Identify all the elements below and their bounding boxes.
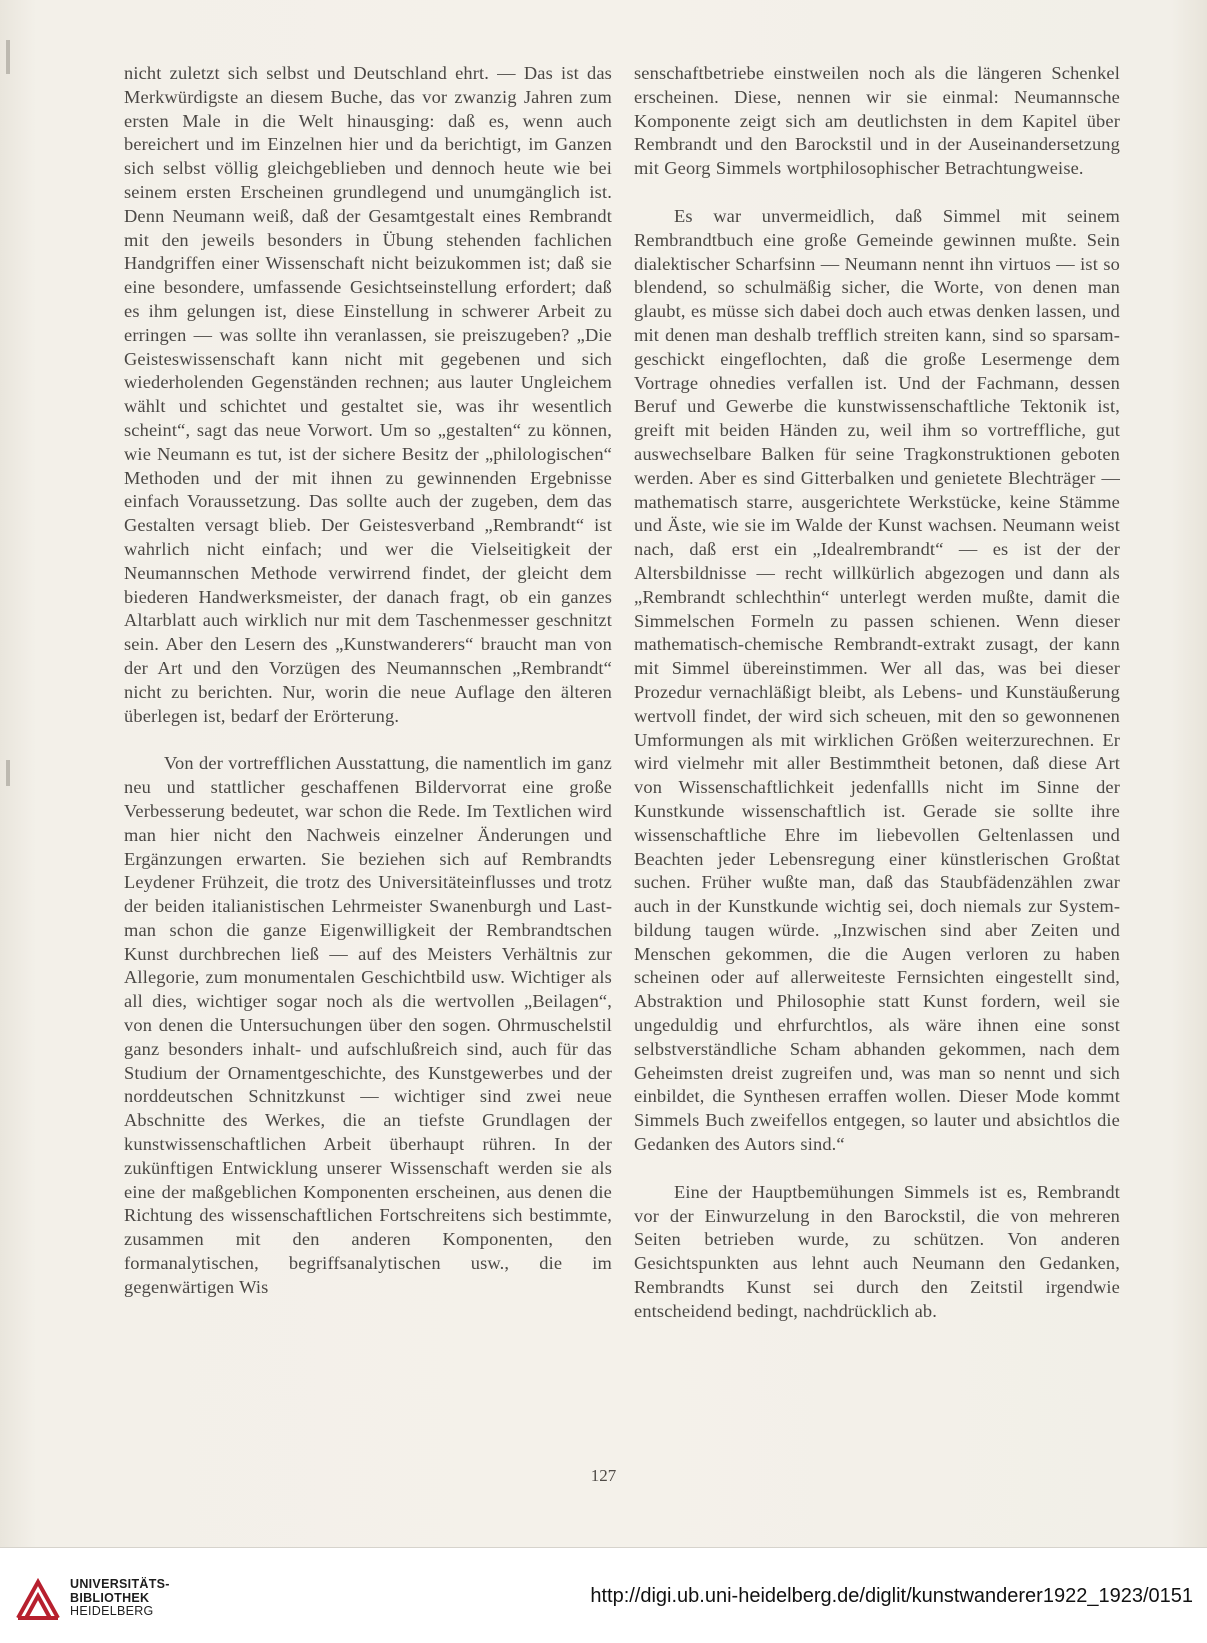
right-paragraph-2: Es war unvermeidlich, daß Simmel mit seinem Rembrandtbuch eine große Gemeinde gewinnen mußte. Sein dialektischer Scharfsinn — Neumann nennt ihn virtuos — ist so blendend, so schulmäßig sicher, die Worte, von denen man glaubt, es müsse sich dabei doch auch etwas denken lassen, und mit denen man deshalb trefflich streiten kann, sind so sparsam-geschickt eingeflochten, daß die große Lesermenge dem Vortrage ohnedies verfallen ist. Und der Fachmann, dessen Beruf und Gewerbe die kunstwissenschaftliche Tektonik ist, greift mit beiden Händen zu, weil ihm so vortreffliche, gut auswechselbare Balken für seine Tragkonstruktionen geboten werden. Aber es sind Gitterbalken und genietete Blechträger — mathematisch starre, ausgerichtete Werkstücke, keine Stämme und Äste, wie sie im Walde der Kunst wachsen. Neumann weist nach, daß erst ein „Idealrembrandt“ — es ist der der Altersbildnisse — recht willkürlich abgezogen und dann als „Rembrandt schlechthin“ unterlegt werden mußte, damit die Simmelschen Formeln zu passen schienen. Wenn dieser mathematisch-chemische Rembrandt-extrakt zusagt, der kann mit Simmel übereinstimmen. Wer all das, was bei dieser Prozedur vernachläßigt bleibt, als Lebens- und Kunstäußerung wertvoll findet, der wird sich scheuen, mit den so gewonnenen Umformungen als mit wirklichen Größen weiterzurechnen. Er wird vielmehr mit aller Bestimmtheit betonen, daß diese Art von Wissenschaftlichkeit jedenfallls nicht im Sinne der Kunstkunde wissenschaftlich ist. Gerade sie sollte ihre wissenschaftliche Ehre im liebevollen Geltenlassen und Beachten jeder Lebensregung einer künstlerischen Großtat suchen. Früher wußte man, daß das Staubfädenzählen zwar auch in der Kunstkunde wichtig sei, doch niemals zur Systembildung taugen würde. „Inzwischen sind aber Zeiten und Menschen gekommen, die die Augen verloren zu haben scheinen oder auf allerweiteste Fernsichten eingestellt sind, Abstraktion und Philosophie statt Kunst fordern, weil sie ungeduldig und ehrfurchtlos, als wäre ihnen eine sonst selbstverständliche Scham abhanden gekommen, nach dem Geheimsten dreist zugreifen und, was man so nennt und sich einbildet, die Synthesen erraffen wollen. Dieser Mode kommt Simmels Buch zweifellos entgegen, so lauter und absichtlos die Gedanken des Autors sind.“ bbox=[634, 205, 1120, 1155]
page-edge-mark bbox=[6, 40, 10, 74]
left-paragraph-1: nicht zuletzt sich selbst und Deutschland ehrt. — Das ist das Merkwürdigste an diesem Buche, das vor zwanzig Jahren zum ersten Male in die Welt hinausging: daß es, wenn auch bereichert und im Einzelnen hier und da berichtigt, im Ganzen sich selbst völlig gleichgeblieben und dennoch heute wie bei seinem ersten Erscheinen grundlegend und unumgänglich ist. Denn Neumann weiß, daß der Gesamtgestalt eines Rembrandt mit den jeweils besonders in Übung stehenden fachlichen Handgriffen einer Wissenschaft nicht beizukommen ist; daß sie eine besondere, umfassende Gesichtseinstellung erfordert; daß es ihm gelungen ist, diese Einstellung in schwerer Arbeit zu erringen — was sollte ihn veranlassen, sie preiszugeben? „Die Geisteswissenschaft kann nicht mit gegebenen und sich wiederholenden Gegenständen rechnen; aus lauter Ungleichem wählt und schichtet und gestaltet sie, was ihr wesentlich scheint“, sagt das neue Vorwort. Um so „gestalten“ zu können, wie Neumann es tut, ist der sichere Besitz der „philologischen“ Methoden und der mit ihnen zu gewinnenden Ergebnisse einfach Voraussetzung. Das sollte auch der zugeben, dem das Gestalten versagt blieb. Der Geistesverband „Rembrandt“ ist wahrlich nicht einfach; und wer die Vielseitigkeit der Neumannschen Methode verwirrend findet, der gleicht dem biederen Handwerksmeister, der danach fragt, ob ein ganzes Altarblatt auch wirklich nur mit dem Taschenmesser geschnitzt sein. Aber den Lesern des „Kunstwanderers“ braucht man von der Art und den Vorzügen des Neumannschen „Rembrandt“ nicht zu berichten. Nur, worin die neue Auflage den älteren überlegen ist, bedarf der Erörterung. bbox=[124, 63, 612, 726]
institution-name bbox=[70, 1578, 170, 1619]
institution-line-2: BIBLIOTHEK bbox=[70, 1590, 150, 1605]
institution-line-3: HEIDELBERG bbox=[70, 1604, 154, 1618]
left-column bbox=[124, 62, 612, 1300]
right-paragraph-1: senschaftbetriebe einstweilen noch als die längeren Schenkel erscheinen. Diese, nennen wir sie einmal: Neumannsche Komponente zeigt sich am deutlichsten in dem Kapitel über Rembrandt und den Barockstil und in der Auseinandersetzung mit Georg Simmels wortphilosophischer Betrachtungweise. bbox=[634, 63, 1120, 179]
right-column bbox=[634, 62, 1120, 1324]
institution-line-1: UNIVERSITÄTS- bbox=[70, 1577, 170, 1591]
page-number: 127 bbox=[590, 1466, 617, 1485]
permalink-url[interactable]: http://digi.ub.uni-heidelberg.de/diglit/kunstwanderer1922_1923/0151 bbox=[590, 1585, 1193, 1607]
viewer-footer bbox=[0, 1547, 1207, 1643]
university-library-logo-icon bbox=[12, 1572, 64, 1624]
right-paragraph-3: Eine der Hauptbemühungen Simmels ist es, Rembrandt vor der Einwurzelung in den Barockstil, die von mehreren Seiten betrieben wurde, zu schützen. Von anderen Gesichtspunkten aus lehnt auch Neumann den Gedanken, Rembrandts Kunst sei durch den Zeitstil irgendwie entscheidend bedingt, nachdrücklich ab. bbox=[634, 1181, 1120, 1321]
left-paragraph-2: Von der vortrefflichen Ausstattung, die namentlich im ganz neu und stattlicher geschaffenen Bildervorrat eine große Verbesserung bedeutet, war schon die Rede. Im Textlichen wird man hier nicht den Nachweis einzelner Änderungen und Ergänzungen erwarten. Sie beziehen sich auf Rembrandts Leydener Frühzeit, die trotz des Universitäteinflusses und trotz der beiden italianistischen Lehrmeister Swanenburgh und Lastman schon die ganze Eigenwilligkeit der Rembrandtschen Kunst durchbrechen ließ — auf des Meisters Verhältnis zur Allegorie, zum monumentalen Geschichtbild usw. Wichtiger als all dies, wichtiger sogar noch als die wertvollen „Beilagen“, von denen die Untersuchungen über den sogen. Ohrmuschelstil ganz besonders inhalt- und aufschlußreich sind, auch für das Studium der Ornamentgeschichte, des Kunstgewerbes und der norddeutschen Schnitzkunst — wichtiger sind zwei neue Abschnitte des Werkes, die an tiefste Grundlagen der kunstwissenschaftlichen Arbeit überhaupt rühren. In der zukünftigen Entwicklung unserer Wissenschaft werden sie als eine der maßgeblichen Komponenten erscheinen, aus denen die Richtung des wissenschaftlichen Fortschreitens sich bestimmte, zusammen mit den anderen Komponenten, den formanalytischen, begriffsanalytischen usw., die im gegenwärtigen Wis bbox=[124, 753, 612, 1297]
page-edge-mark bbox=[6, 760, 10, 786]
